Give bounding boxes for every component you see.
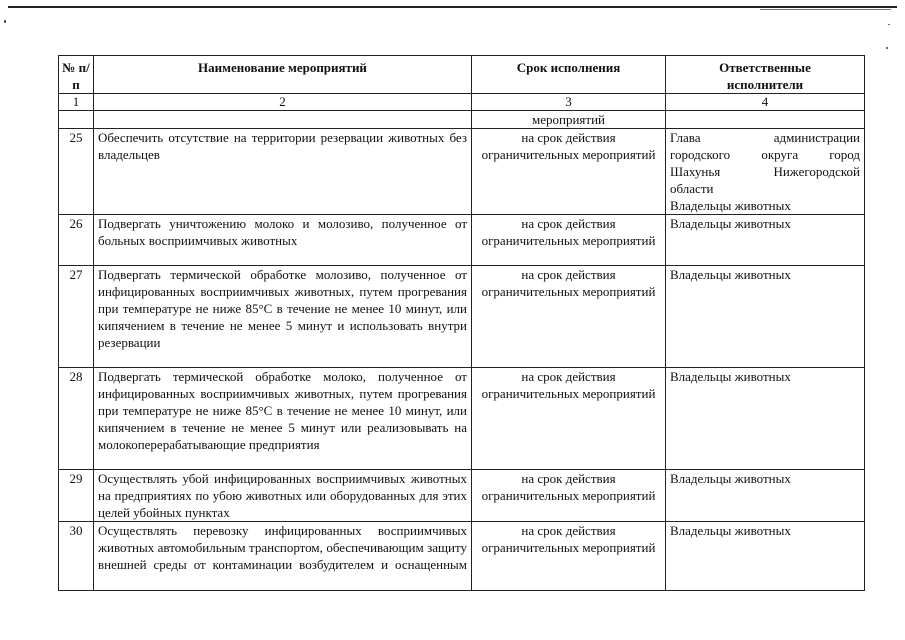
table-row [59,368,865,470]
column-number: 1 [59,94,94,111]
row-num: 29 [59,470,94,522]
row-term: на срок действия ограничительных мероприятий [472,522,666,591]
row-name: Подвергать термической обработке молоко, полученное от инфицированных восприимчивых животных, путем прогревания при температуре не ниже 85°С в течение не менее 10 минут, или кипячением в течение не менее 5 минут или реализовывать на молокоперерабатывающие предприятия [94,368,472,470]
row-resp [666,129,865,215]
row-resp [666,111,865,129]
row-name: Осуществлять перевозку инфицированных восприимчивых животных автомобильным транспортом, обеспечивающим защиту внешней среды от контаминации возбудителем и оснащенным [94,522,472,591]
scan-speck [888,24,890,25]
column-number: 2 [94,94,472,111]
row-term: на срок действия ограничительных мероприятий [472,266,666,368]
column-number: 4 [666,94,865,111]
table-row-continuation [59,111,865,129]
row-resp: Владельцы животных [666,368,865,470]
resp-line: Владельцы животных [670,198,791,213]
row-resp: Владельцы животных [666,215,865,266]
row-term: мероприятий [472,111,666,129]
table-row [59,470,865,522]
row-num: 27 [59,266,94,368]
header-name: Наименование мероприятий [94,56,472,94]
header-resp: Ответственные исполнители [666,56,865,94]
row-term: на срок действия ограничительных мероприятий [472,470,666,522]
table-row [59,522,865,591]
scan-speck [4,20,6,23]
row-num: 28 [59,368,94,470]
row-num: 26 [59,215,94,266]
resp-line: Шахунья Нижегородской [670,164,860,179]
row-name: Обеспечить отсутствие на территории резервации животных без владельцев [94,129,472,215]
row-num: 25 [59,129,94,215]
row-resp: Владельцы животных [666,522,865,591]
row-name: Осуществлять убой инфицированных восприимчивых животных на предприятиях по убою животных или оборудованных для этих целей убойных пунктах [94,470,472,522]
table-row [59,129,865,215]
row-name: Подвергать уничтожению молоко и молозиво, полученное от больных восприимчивых животных [94,215,472,266]
table-row [59,215,865,266]
row-resp: Владельцы животных [666,470,865,522]
table-row [59,266,865,368]
row-term: на срок действия ограничительных мероприятий [472,368,666,470]
row-name: Подвергать термической обработке молозиво, полученное от инфицированных восприимчивых животных, путем прогревания при температуре не ниже 85°С в течение не менее 10 минут, или кипячением в течение не менее 5 минут и использовать внутри резервации [94,266,472,368]
resp-line: городского округа город [670,147,860,162]
header-num: № п/п [59,56,94,94]
column-number: 3 [472,94,666,111]
column-number-row [59,94,865,111]
row-term: на срок действия ограничительных мероприятий [472,129,666,215]
row-num: 30 [59,522,94,591]
row-name [94,111,472,129]
resp-line: области [670,181,714,196]
resp-line: Глава администрации [670,130,860,145]
header-term: Срок исполнения [472,56,666,94]
measures-table [58,55,865,591]
page-top-rule-fragment [760,9,891,10]
row-term: на срок действия ограничительных мероприятий [472,215,666,266]
page-top-rule [8,6,897,8]
scan-speck [886,47,888,49]
table-header-row [59,56,865,94]
row-resp: Владельцы животных [666,266,865,368]
row-num [59,111,94,129]
